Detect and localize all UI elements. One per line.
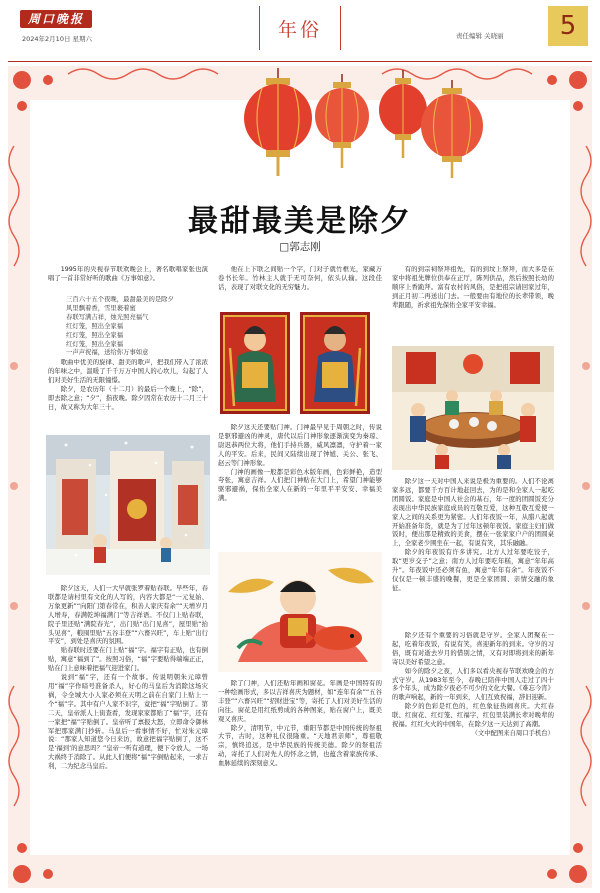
paragraph: 贴春联时还要在门上贴“福”字。福字有正贴，也有倒贴，寓意“福到了”。按照习俗，“福”字要贴得端端正正，贴在门上意味着把福气迎进家门。 (48, 647, 208, 673)
paragraph: 歌曲中优美的旋律、甜美的歌声，把我们带入了浓浓的年味之中，温暖了千千万万中国人的心坎儿，勾起了人们对美好生活的无限憧憬。 (48, 359, 208, 384)
lyrics-block (48, 296, 208, 358)
lyric-line: 风里飘着香，雪里裹着蜜 (66, 304, 136, 312)
paragraph: 除夕这天还要贴门神。门神最早见于周朝之时，传说是驱邪避凶的神灵，唐代以后门神形象逐渐演变为秦琼、尉迟恭两位大将，他们手持兵器，威风凛凛，守护着一家人的平安。后来，民间又陆续出现了钟馗、关公、张飞、赵云等门神形象。 (218, 424, 382, 467)
column-3-intro (392, 266, 554, 340)
lantern-icon (420, 80, 484, 180)
snow-courtyard-painting (46, 435, 210, 575)
editor-credit: 责任编辑 关晓丽 (456, 32, 504, 40)
article-title: 最甜最美是除夕 (188, 204, 412, 239)
paragraph: 除了门神，人们还贴年画和窗花。年画是中国特有的一种绘画形式，多以吉祥喜庆为题材，如“连年有余”“五谷丰登”“六畜兴旺”“招财进宝”等，寄托了人们对美好生活的向往。窗花是用红纸剪成的各种图案，贴在窗户上，既美观又喜庆。 (218, 680, 382, 723)
column-2-intro (218, 266, 382, 310)
issue-date: 2024年2月10日 星期六 (22, 35, 93, 43)
column-3-body (392, 632, 554, 858)
lyric-line: 三百六十五个夜晚，最甜最美的是除夕 (66, 296, 174, 303)
paragraph: 他在上下联之间贴一个字，门对子就竹框光，家藏万卷书长年。竹林主人就于无可奈何，依头认输。这段佳话，表现了对联文化的无穷魅力。 (218, 266, 382, 291)
section-title: 年俗 (277, 18, 322, 41)
lyric-line: 春联写满吉祥，烛光照亮福气 (66, 313, 149, 321)
page-number: 5 (548, 6, 588, 46)
column-1-intro (48, 266, 208, 296)
article-byline: □郭志刚 (279, 241, 321, 253)
column-2-body (218, 680, 382, 856)
paragraph: 除夕，清明节，中元节，重阳节都是中国传统的祭祖大节，古时，这种礼仪很隆重。“天地君亲师”，尊祖敬宗，慎终追远，是中华民族的传统美德。除夕的祭祖活动，寄托了人们对先人的怀念之情，也蕴含着家族传承、血脉延续的深刻意义。 (218, 724, 382, 768)
new-year-child-painting (218, 552, 382, 672)
lyric-line: 红灯笼，照出全家福 (66, 340, 124, 348)
paragraph: 除夕还有个重要的习俗就是守岁。全家人团聚在一起，吃着年夜饭，有说有笑，喜迎新年的到来。守岁的习俗，既有对逝去岁月的惜别之情，又有对即将到来的新年寄以美好希望之意。 (392, 632, 554, 666)
lyric-line: 一声声祝福，送给你万事如意 (66, 349, 149, 357)
lyric-line: 红灯笼，照出全家福 (66, 322, 124, 330)
paragraph: 除夕这天，人们一大早就张罗着贴春联。早些年，春联都是请村里有文化的人写的，内容大都是“一元复始、万象更新”“向阳门第春常在，积善人家庆有余”“天增岁月人增寿，春满乾坤福满门”等吉祥语。不仅门上贴春联，院子里还贴“满院春光”，出门贴“出门见喜”，屋里贴“抬头见喜”，粮囤里贴“五谷丰登”“六畜兴旺”，车上贴“出行平安”，到处是喜庆的氛围。 (48, 585, 208, 646)
section-header (259, 6, 341, 50)
door-god-right (300, 312, 370, 414)
paragraph: 除夕的年夜饭有许多讲究。北方人过年要吃饺子，取“更岁交子”之意；南方人过年要吃年糕，寓意“年年高升”。年夜饭中还必须有鱼，寓意“年年有余”。年夜饭不仅仅是一顿丰盛的晚餐，更是全家团圆、亲情交融的象征。 (392, 549, 554, 592)
paragraph: 门神的画像一般都是彩色木版年画，色彩鲜艳，造型夸张，寓意吉祥。人们把门神贴在大门上，希望门神能够驱邪避祸，保佑全家人在新的一年里平平安安、幸福美满。 (218, 468, 382, 503)
column-3-reunion (392, 478, 554, 628)
paragraph: 除夕这一天对中国人来说是极为重要的。人们不论离家多远，都要千方百计地赶回去，为的是和全家人一起吃团圆饭。家庭是中国人社会的基石，年一度的团圆饭充分表现出中华民族家庭成员的互敬互爱，这种互敬互爱使一家人之间的关系更为紧密。人们年夜饭一年，从腊八起就开始准备年货，就是为了过年这顿年夜饭。家庭主妇们做饭时，便出那是精致的美食，摆在一张家家户户的团圆桌上，全家老少围坐在一起，有说有笑，其乐融融。 (392, 478, 554, 548)
image-credit: （文中配图来自周口手机台） (471, 729, 554, 737)
lyric-line: 红灯笼，照出全家福 (66, 331, 124, 339)
column-1-body (48, 359, 208, 423)
paragraph: 1995年的央视春节联欢晚会上，著名歌唱家张也演唱了一首非常好听的歌曲《万事如意》。 (48, 266, 208, 282)
paragraph: 除夕，是农历年（十二月）的最后一个晚上，“除”，即去除之意；“夕”，指夜晚。除夕因常在农历十二月三十日，故又称为大年三十。 (48, 385, 208, 411)
lantern-icon (242, 68, 314, 178)
column-1-couplets (48, 585, 208, 857)
door-god-left (220, 312, 290, 414)
lantern-icon (314, 74, 370, 170)
paragraph: 如今的除夕之夜，人们多以看央视春节联欢晚会的方式守岁。从1983年至今，春晚已陪伴中国人走过了四十多个年头，成为除夕夜必不可少的文化大餐。《难忘今宵》的歌声响起，新的一年到来，人们互致祝福，辞旧迎新。 (392, 667, 554, 702)
masthead (8, 4, 592, 62)
paragraph: 有的到宗祠祭拜祖先，有的到坟上祭拜，而大多是在家中将祖先牌位供奉在正厅，陈列供品，然后按照长幼的顺序上香跪拜。富有农村的风俗，是把祖宗请回家过年，到正月初二再送出门去。一般要由有地位的长辈带领，晚辈跟随，祈求祖先保佑全家平安幸福。 (392, 266, 554, 309)
paragraph: 除夕的色彩是红色的，红色象征热闹喜庆。大红春联、红窗花、红灯笼、红福字，红包里装满长辈对晚辈的祝福。红红火火的中国年，在除夕这一天达到了高潮。 (392, 703, 554, 729)
family-dinner-painting (392, 346, 554, 470)
paragraph: 说到“福”字，还有一个故事。传说明朝朱元璋曾用“福”字作暗号准备杀人，好心的马皇后为消除这场灾祸，令全城大小人家必须在天明之前在自家门上贴上一个“福”字。其中有户人家不识字，竟把“福”字贴倒了。第二天，皇帝派人上街查看，发现家家都贴了“福”字，还有一家把“福”字贴倒了。皇帝听了禀报大怒，立即命令御林军把那家满门抄斩。马皇后一看事情不好，忙对朱元璋说：“那家人知道您今日来访，故意把福字贴倒了，这不是‘福到’的意思吗？”皇帝一听有道理，便下令放人，一场大祸终于消除了。从此人们便将“福”字倒贴起来，一求吉利，二为纪念马皇后。 (48, 674, 208, 771)
newspaper-logo: 周口晚报 (20, 10, 92, 28)
column-2-door-gods (218, 424, 382, 546)
